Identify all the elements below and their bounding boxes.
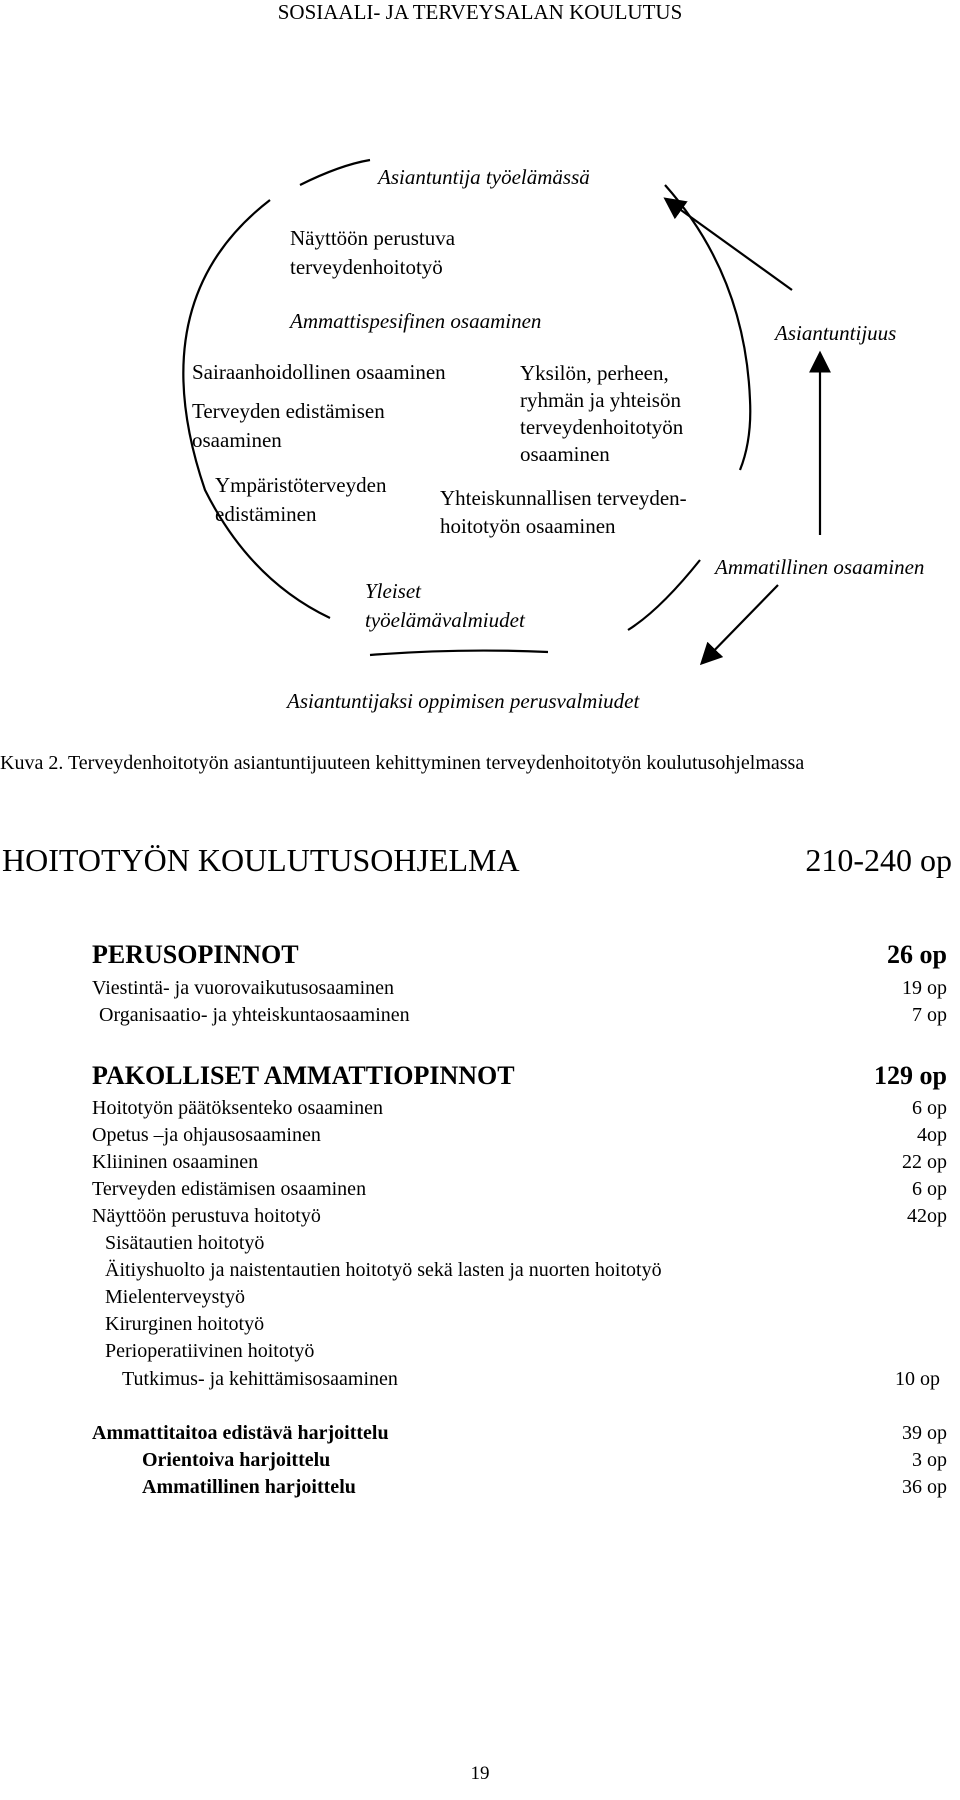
practice-credits: 39 op (902, 1422, 947, 1444)
label-hospital: Sairaanhoidollinen osaaminen (192, 360, 446, 384)
label-societal-1: Yhteiskunnallisen terveyden- (440, 486, 687, 510)
arc-right-lower (628, 560, 700, 630)
figure-caption: Kuva 2. Terveydenhoitotyön asiantuntijuuteen kehittyminen terveydenhoitotyön koulutusohjelmassa (0, 752, 805, 774)
label-individual-3: terveydenhoitotyön (520, 415, 684, 439)
label-general-1: Yleiset (365, 579, 421, 603)
section-title-perus: PERUSOPINNOT (92, 940, 299, 969)
course-credits: 10 op (895, 1368, 940, 1390)
section-title-pakolliset: PAKOLLISET AMMATTIOPINNOT (92, 1061, 515, 1090)
label-individual-4: osaaminen (520, 442, 610, 466)
course-credits: 19 op (902, 977, 947, 999)
page-number: 19 (470, 1763, 490, 1784)
practice-item-label: Orientoiva harjoittelu (142, 1449, 331, 1471)
label-env-2: edistäminen (215, 502, 317, 526)
sub-course-label: Kirurginen hoitotyö (105, 1313, 265, 1335)
label-evidence-2: terveydenhoitotyö (290, 255, 443, 279)
sub-course-label: Perioperatiivinen hoitotyö (105, 1340, 315, 1362)
sub-course-label: Sisätautien hoitotyö (105, 1232, 265, 1254)
course-label: Viestintä- ja vuorovaikutusosaaminen (92, 977, 395, 999)
practice-item-credits: 36 op (902, 1476, 947, 1498)
label-health-2: osaaminen (192, 428, 282, 452)
label-individual-2: ryhmän ja yhteisön (520, 388, 681, 412)
arrow-diagonal (667, 200, 792, 290)
course-credits: 6 op (912, 1097, 947, 1119)
label-individual-1: Yksilön, perheen, (520, 361, 669, 385)
label-specific: Ammattispesifinen osaaminen (290, 309, 542, 333)
course-label: Tutkimus- ja kehittämisosaaminen (122, 1368, 398, 1390)
course-credits: 22 op (902, 1151, 947, 1173)
label-basic-readiness: Asiantuntijaksi oppimisen perusvalmiudet (287, 689, 640, 713)
label-evidence-1: Näyttöön perustuva (290, 226, 456, 250)
label-health-1: Terveyden edistämisen (192, 399, 385, 423)
course-credits: 7 op (912, 1004, 947, 1026)
label-general-2: työelämävalmiudet (365, 608, 525, 632)
course-credits: 4op (917, 1124, 947, 1146)
expertise-development-diagram (0, 0, 960, 730)
sub-course-label: Mielenterveystyö (105, 1286, 245, 1308)
course-label: Opetus –ja ohjausosaaminen (92, 1124, 321, 1146)
program-title: HOITOTYÖN KOULUTUSOHJELMA (2, 842, 520, 878)
running-header: SOSIAALI- JA TERVEYSALAN KOULUTUS (277, 0, 683, 24)
arc-top-left (300, 160, 370, 185)
course-label: Hoitotyön päätöksenteko osaaminen (92, 1097, 384, 1119)
course-label: Organisaatio- ja yhteiskuntaosaaminen (99, 1004, 410, 1026)
course-label: Kliininen osaaminen (92, 1151, 259, 1173)
label-professional: Ammatillinen osaaminen (715, 555, 925, 579)
course-credits: 6 op (912, 1178, 947, 1200)
arc-bottom (370, 651, 548, 655)
arrow-lower (703, 585, 778, 662)
label-societal-2: hoitotyön osaaminen (440, 514, 616, 538)
program-credits: 210-240 op (805, 842, 952, 878)
course-label: Terveyden edistämisen osaaminen (92, 1178, 367, 1200)
practice-item-credits: 3 op (912, 1449, 947, 1471)
course-label: Näyttöön perustuva hoitotyö (92, 1205, 321, 1227)
practice-item-label: Ammatillinen harjoittelu (142, 1476, 356, 1498)
label-top: Asiantuntija työelämässä (378, 165, 590, 189)
section-credits-perus: 26 op (887, 940, 947, 969)
course-credits: 42op (907, 1205, 947, 1227)
sub-course-label: Äitiyshuolto ja naistentautien hoitotyö sekä lasten ja nuorten hoitotyö (105, 1259, 662, 1281)
label-env-1: Ympäristöterveyden (215, 473, 387, 497)
section-credits-pakolliset: 129 op (874, 1061, 947, 1090)
practice-title: Ammattitaitoa edistävä harjoittelu (92, 1422, 389, 1444)
label-expertise: Asiantuntijuus (775, 321, 897, 345)
